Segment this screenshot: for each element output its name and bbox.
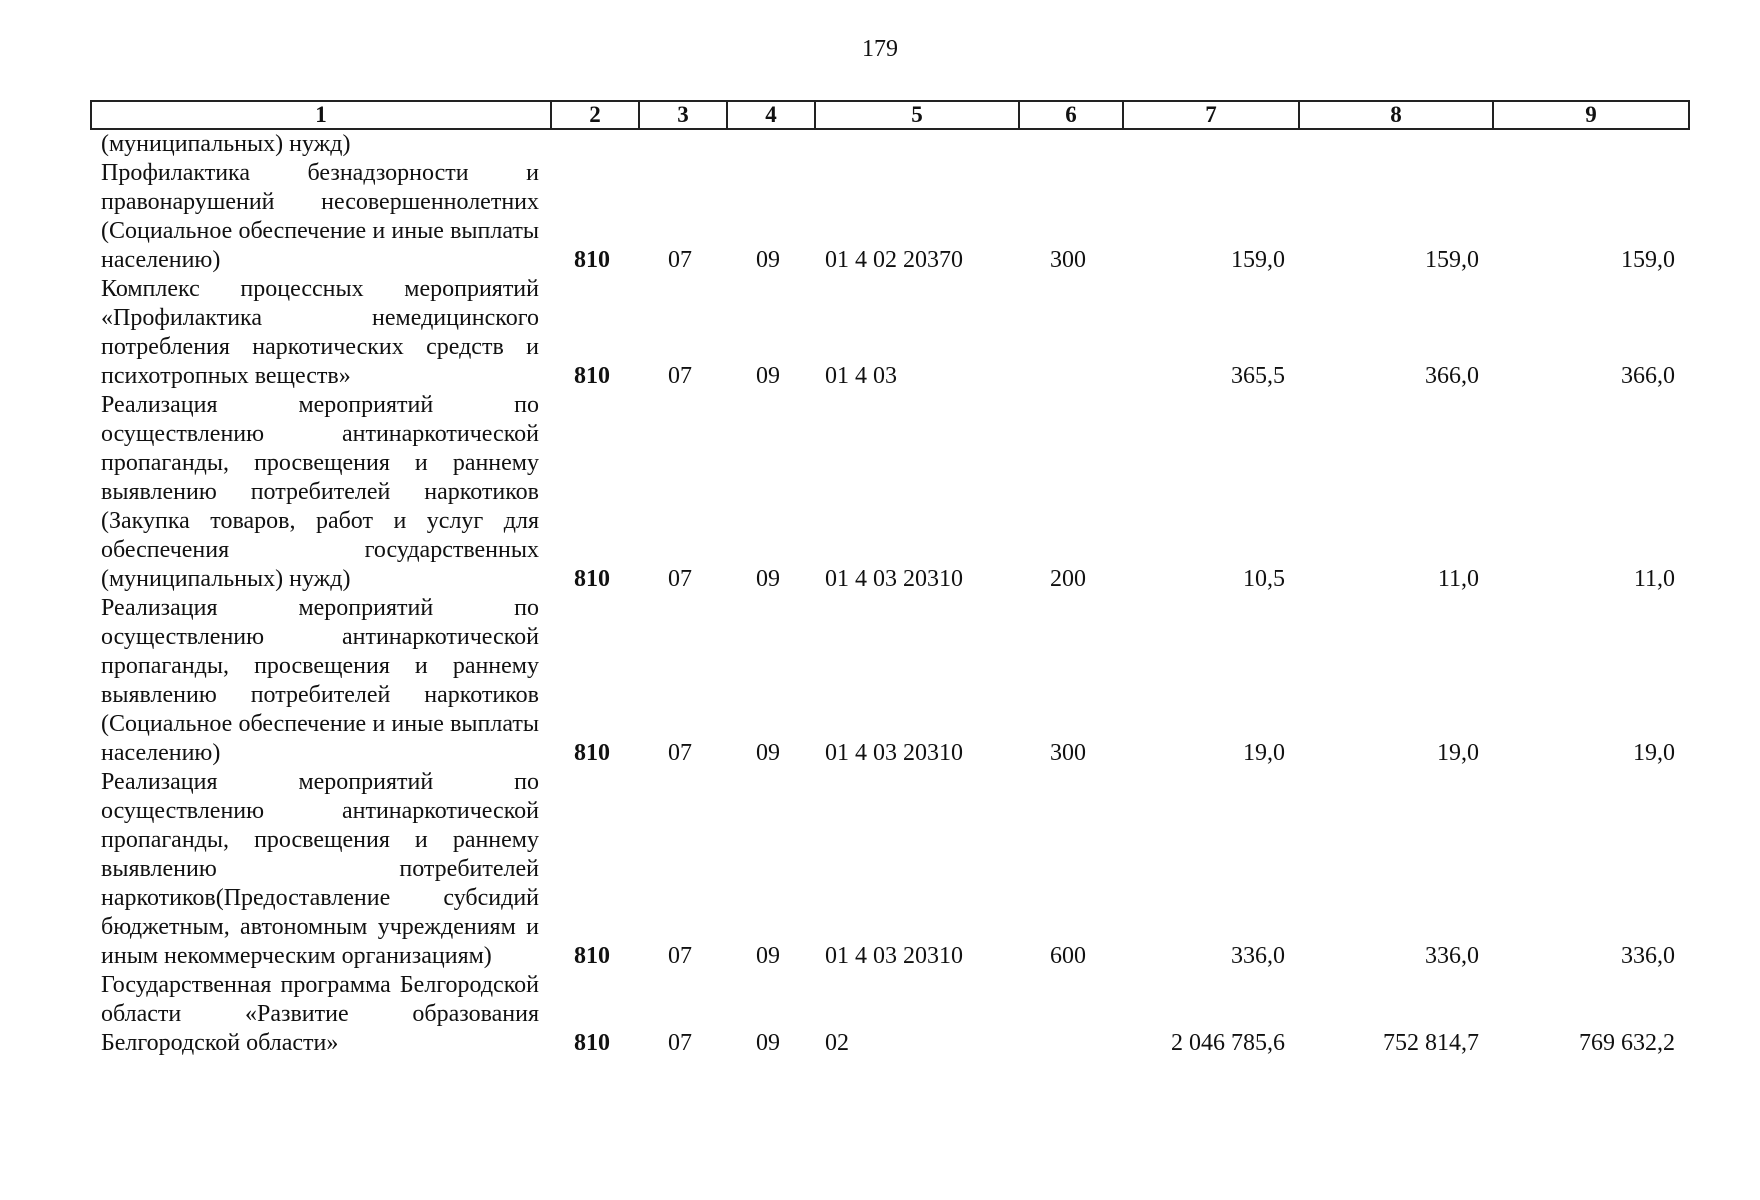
row-col-6: 300	[1050, 740, 1086, 766]
row-col-2: 810	[574, 363, 610, 389]
row-col-7: 336,0	[1231, 943, 1285, 969]
row-col-7: 19,0	[1243, 740, 1285, 766]
header-row	[91, 101, 1689, 129]
row-col-7: 365,5	[1231, 363, 1285, 389]
row-col-3: 07	[668, 363, 692, 389]
row-col-3: 07	[668, 943, 692, 969]
row-name: Реализация мероприятий по осуществлению антинаркотической пропаганды, просвещения и раннему выявлению потребителей наркотиков (Закупка товаров, работ и услуг для обеспечения государственных (муниципальных) нужд)	[101, 392, 539, 592]
header-col-7: 7	[1123, 101, 1299, 129]
row-col-3: 07	[668, 1030, 692, 1056]
header-col-3: 3	[639, 101, 727, 129]
row-col-5: 01 4 03 20310	[825, 566, 963, 592]
row-name: Реализация мероприятий по осуществлению антинаркотической пропаганды, просвещения и раннему выявлению потребителей наркотиков(Предоставление субсидий бюджетным, автономным учреждениям и иным некоммерческим организациям)	[101, 769, 539, 969]
row-col-3: 07	[668, 566, 692, 592]
row-col-8: 19,0	[1437, 740, 1479, 766]
row-col-6: 600	[1050, 943, 1086, 969]
row-col-4: 09	[756, 566, 780, 592]
row-col-2: 810	[574, 1030, 610, 1056]
row-col-4: 09	[756, 247, 780, 273]
row-col-5: 02	[825, 1030, 849, 1056]
row-col-6	[1019, 275, 1123, 391]
row-col-7: 10,5	[1243, 566, 1285, 592]
row-col-9: 336,0	[1621, 943, 1675, 969]
row-col-5: 01 4 03 20310	[825, 740, 963, 766]
header-col-5: 5	[815, 101, 1019, 129]
table-row	[91, 159, 1689, 275]
header-col-1: 1	[91, 101, 551, 129]
row-col-6: 300	[1050, 247, 1086, 273]
budget-table	[90, 100, 1690, 1058]
row-col-2: 810	[574, 247, 610, 273]
row-name: Государственная программа Белгородской области «Развитие образования Белгородской области»	[101, 972, 539, 1056]
row-col-8: 11,0	[1437, 566, 1479, 592]
row-name: Профилактика безнадзорности и правонарушений несовершеннолетних (Социальное обеспечение и иные выплаты населению)	[101, 160, 539, 273]
table-row	[91, 391, 1689, 594]
row-col-5: 01 4 03 20310	[825, 943, 963, 969]
table-row	[91, 594, 1689, 768]
row-col-2: 810	[574, 943, 610, 969]
row-col-9: 366,0	[1621, 363, 1675, 389]
row-col-9: 11,0	[1633, 566, 1675, 592]
header-col-9: 9	[1493, 101, 1689, 129]
row-col-9: 19,0	[1633, 740, 1675, 766]
row-col-8: 366,0	[1425, 363, 1479, 389]
row-col-6	[1019, 971, 1123, 1058]
row-col-4: 09	[756, 363, 780, 389]
row-col-7: 2 046 785,6	[1171, 1030, 1285, 1056]
row-name: Комплекс процессных мероприятий «Профилактика немедицинского потребления наркотических средств и психотропных веществ»	[101, 276, 539, 389]
row-col-4: 09	[756, 943, 780, 969]
header-col-2: 2	[551, 101, 639, 129]
row-col-3: 07	[668, 247, 692, 273]
row-col-9: 769 632,2	[1579, 1030, 1675, 1056]
table-row	[91, 275, 1689, 391]
header-col-6: 6	[1019, 101, 1123, 129]
continuation-row	[91, 129, 1689, 159]
row-col-4: 09	[756, 1030, 780, 1056]
row-col-8: 752 814,7	[1383, 1030, 1479, 1056]
continuation-text: (муниципальных) нужд)	[101, 131, 351, 157]
row-col-6: 200	[1050, 566, 1086, 592]
row-col-2: 810	[574, 566, 610, 592]
row-col-3: 07	[668, 740, 692, 766]
table-row	[91, 971, 1689, 1058]
row-col-7: 159,0	[1231, 247, 1285, 273]
row-col-2: 810	[574, 740, 610, 766]
table-row	[91, 768, 1689, 971]
row-col-4: 09	[756, 740, 780, 766]
header-col-8: 8	[1299, 101, 1493, 129]
row-col-9: 159,0	[1621, 247, 1675, 273]
row-col-8: 159,0	[1425, 247, 1479, 273]
row-col-5: 01 4 02 20370	[825, 247, 963, 273]
page-number: 179	[862, 36, 898, 62]
header-col-4: 4	[727, 101, 815, 129]
row-col-8: 336,0	[1425, 943, 1479, 969]
row-col-5: 01 4 03	[825, 363, 897, 389]
row-name: Реализация мероприятий по осуществлению антинаркотической пропаганды, просвещения и раннему выявлению потребителей наркотиков (Социальное обеспечение и иные выплаты населению)	[101, 595, 539, 766]
